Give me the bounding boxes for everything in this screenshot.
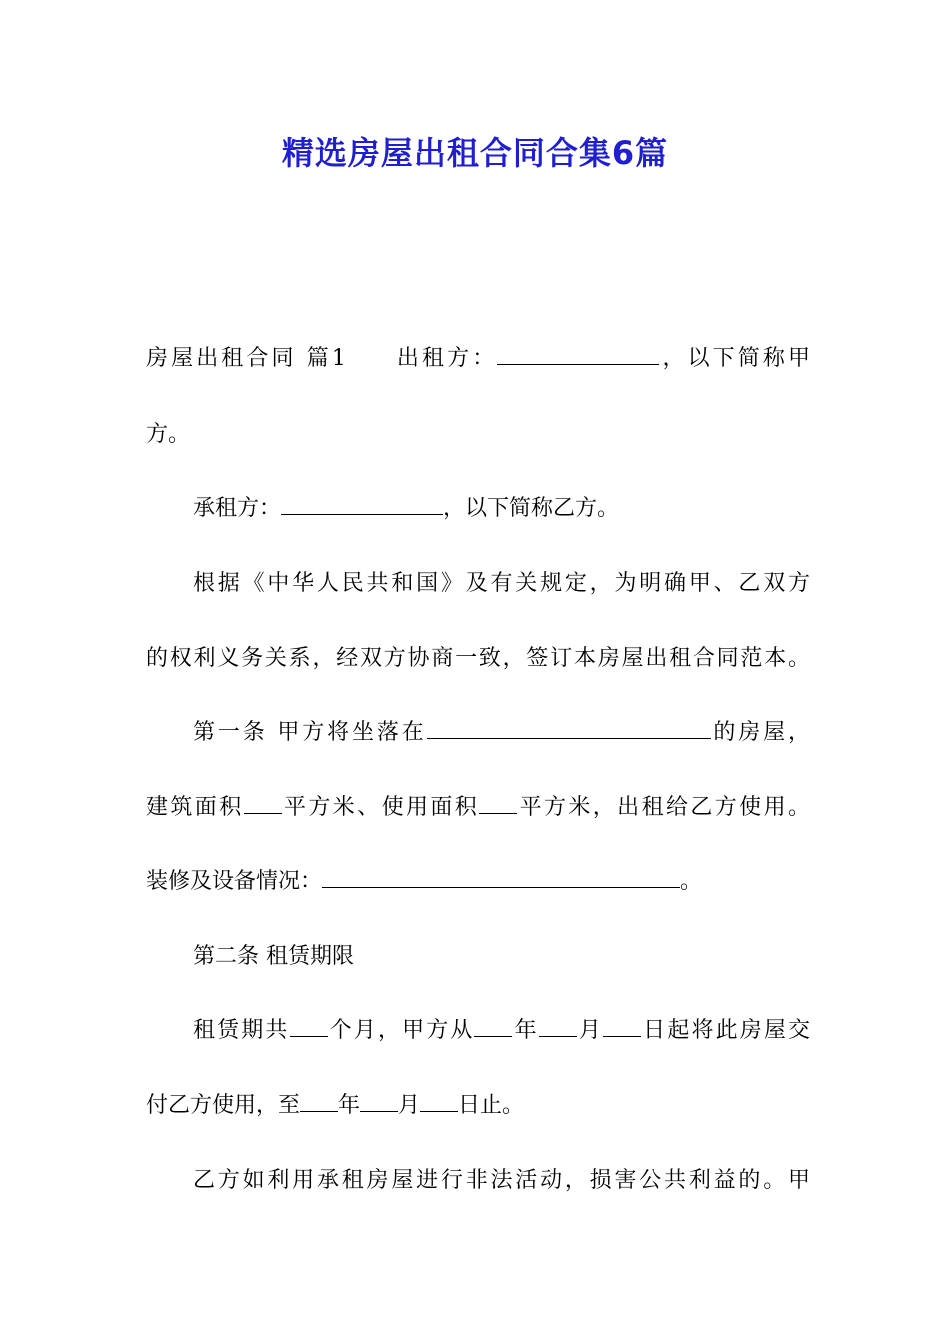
text-span: 装修及设备情况： (146, 869, 323, 894)
fill-in-blank (603, 1018, 641, 1037)
paragraph-line: 根据《中华人民共和国》及有关规定，为明确甲、乙双方 (193, 571, 810, 596)
section-heading: 房屋出租合同 篇1 (146, 346, 346, 371)
text-span: 承租方： (193, 496, 282, 521)
paragraph-line (146, 1091, 810, 1121)
paragraph-line (193, 718, 810, 748)
fill-in-blank (479, 795, 517, 814)
fill-in-blank (497, 346, 659, 365)
text-span: 年 (338, 1093, 361, 1118)
fill-in-blank (539, 1018, 577, 1037)
fill-in-blank (244, 795, 282, 814)
paragraph-line: 乙方如利用承租房屋进行非法活动，损害公共利益的。甲 (193, 1168, 810, 1193)
text-span: 的房屋， (710, 720, 810, 745)
text-span: 平方米、使用面积 (281, 795, 480, 820)
text-span: 月 (576, 1018, 604, 1043)
text-span: 年 (512, 1018, 539, 1043)
text-span: 付乙方使用，至 (146, 1093, 301, 1118)
paragraph-line (146, 793, 810, 823)
text-span: 日起将此房屋交 (641, 1018, 810, 1043)
fill-in-blank (360, 1093, 398, 1112)
fill-in-blank (420, 1093, 458, 1112)
fill-in-blank (322, 869, 680, 888)
text-span: ，以下简称甲 (659, 346, 810, 371)
text-span: 第一条 甲方将坐落在 (193, 720, 427, 745)
paragraph-line (146, 344, 810, 374)
text-span: 个月，甲方从 (327, 1018, 475, 1043)
fill-in-blank (290, 1018, 328, 1037)
fill-in-blank (300, 1093, 338, 1112)
text-span: 方。 (146, 422, 191, 447)
text-span: 平方米，出租给乙方使用。 (517, 795, 810, 820)
paragraph-line (193, 494, 810, 524)
text-span: 租赁期共 (193, 1018, 290, 1043)
text-span: 建筑面积 (146, 795, 244, 820)
text-span: 月 (398, 1093, 421, 1118)
text-span: ，以下简称乙方。 (443, 496, 620, 521)
fill-in-blank (474, 1018, 512, 1037)
text-span: 。 (680, 869, 703, 894)
paragraph-line (193, 1016, 810, 1046)
paragraph-line: 的权利义务关系，经双方协商一致，签订本房屋出租合同范本。 (146, 646, 810, 671)
paragraph-line (146, 867, 810, 897)
fill-in-blank (427, 720, 711, 739)
section-heading: 第二条 租赁期限 (193, 944, 354, 969)
text-span: 出租方： (393, 346, 498, 371)
text-span: 日止。 (458, 1093, 525, 1118)
paragraph-line (146, 420, 810, 450)
document-title: 精选房屋出租合同合集6篇 (281, 134, 669, 172)
fill-in-blank (281, 496, 443, 515)
